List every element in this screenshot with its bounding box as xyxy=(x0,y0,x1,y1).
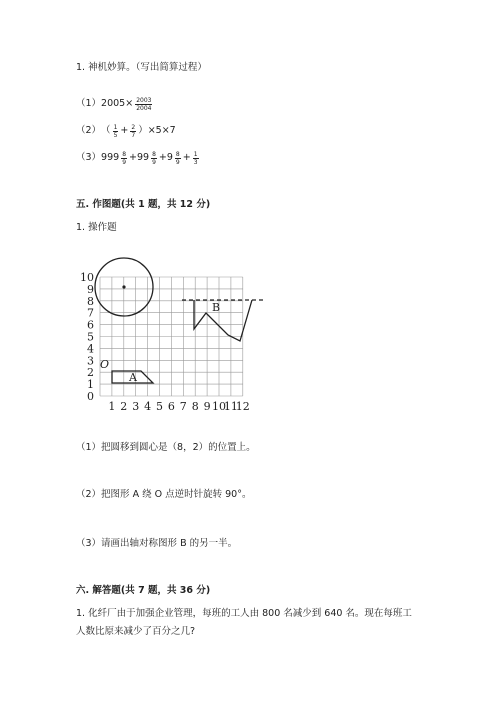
shape-a-label: A xyxy=(129,371,137,384)
problem-line: 人数比原来减少了百分之几? xyxy=(76,626,196,637)
x-tick-label: 9 xyxy=(203,400,211,413)
expression-part: + xyxy=(182,152,191,163)
x-tick-label: 3 xyxy=(132,400,140,413)
expression-part: （ xyxy=(101,125,111,136)
question-title: 1. 操作题 xyxy=(76,222,117,233)
calc-item-1 xyxy=(76,95,154,113)
calc-item-2 xyxy=(76,122,176,140)
x-axis-ticks xyxy=(108,400,249,413)
task-1: （1）把圆移到圆心是（8，2）的位置上。 xyxy=(76,442,256,453)
x-tick-label: 5 xyxy=(156,400,163,413)
shape-b-half xyxy=(194,300,252,341)
x-tick-label: 6 xyxy=(167,400,175,413)
y-tick-label: 6 xyxy=(87,318,94,332)
denominator: 5 xyxy=(113,131,118,139)
x-tick-label: 12 xyxy=(235,400,250,413)
y-tick-label: 2 xyxy=(87,366,94,380)
y-tick-label: 7 xyxy=(87,306,94,320)
x-tick-label: 8 xyxy=(191,400,199,413)
y-tick-label: 10 xyxy=(80,271,94,284)
y-tick-label: 5 xyxy=(87,330,94,344)
x-tick-label: 1 xyxy=(108,400,116,413)
y-tick-label: 0 xyxy=(87,390,94,403)
fraction xyxy=(175,151,181,166)
calc-item-3 xyxy=(76,149,201,167)
item-label: （1） xyxy=(76,98,102,109)
denominator: 9 xyxy=(122,158,127,166)
denominator: 9 xyxy=(152,158,156,166)
section-title: 六. 解答题(共 7 题，共 36 分) xyxy=(76,585,211,596)
x-tick-label: 11 xyxy=(223,400,238,413)
x-tick-label: 10 xyxy=(212,400,226,413)
task-3: （3）请画出轴对称图形 B 的另一半。 xyxy=(76,538,238,549)
x-tick-label: 7 xyxy=(179,400,187,413)
denominator: 2004 xyxy=(136,104,152,112)
shape-b-label: B xyxy=(211,301,221,314)
fraction xyxy=(135,97,152,112)
fraction xyxy=(113,124,119,139)
fraction xyxy=(193,151,199,166)
coordinate-grid xyxy=(72,250,292,415)
numerator: 1 xyxy=(113,123,118,131)
item-label: （2） xyxy=(76,125,102,136)
section-title: 五. 作图题(共 1 题，共 12 分) xyxy=(76,199,211,210)
expression-part: 2005× xyxy=(101,98,134,109)
expression-part: ）×5×7 xyxy=(138,125,176,136)
y-tick-label: 8 xyxy=(87,294,94,308)
point-o-label: O xyxy=(99,358,109,371)
numerator: 2 xyxy=(131,123,136,131)
problem-line: 1. 化纤厂由于加强企业管理，每班的工人由 800 名减少到 640 名。现在每班工 xyxy=(76,608,412,619)
denominator: 9 xyxy=(175,158,180,166)
task-2: （2）把图形 A 绕 O 点逆时针旋转 90°。 xyxy=(76,489,252,500)
fraction xyxy=(130,124,136,139)
y-tick-label: 3 xyxy=(87,354,94,368)
numerator: 8 xyxy=(175,150,180,158)
y-tick-label: 1 xyxy=(87,378,94,392)
numerator: 8 xyxy=(152,150,156,158)
numerator: 2003 xyxy=(136,96,152,104)
word-problem xyxy=(76,605,496,641)
grid-lines xyxy=(100,277,243,396)
expression-part: +99 xyxy=(129,152,150,163)
question-title: 1. 神机妙算。（写出简算过程） xyxy=(76,62,207,73)
y-tick-label: 4 xyxy=(87,342,94,356)
x-tick-label: 4 xyxy=(144,400,152,413)
denominator: 3 xyxy=(193,158,198,166)
numerator: 1 xyxy=(193,150,198,158)
expression-part: +9 xyxy=(158,152,173,163)
item-label: （3） xyxy=(76,152,102,163)
denominator: 7 xyxy=(131,131,136,139)
fraction xyxy=(151,151,157,166)
circle-center-dot xyxy=(122,285,125,288)
y-axis-ticks xyxy=(80,271,94,403)
fraction xyxy=(121,151,127,166)
expression-part: + xyxy=(120,125,129,136)
expression-part: 999 xyxy=(101,152,120,163)
numerator: 8 xyxy=(122,150,127,158)
x-tick-label: 2 xyxy=(120,400,128,413)
y-tick-label: 9 xyxy=(87,282,94,296)
